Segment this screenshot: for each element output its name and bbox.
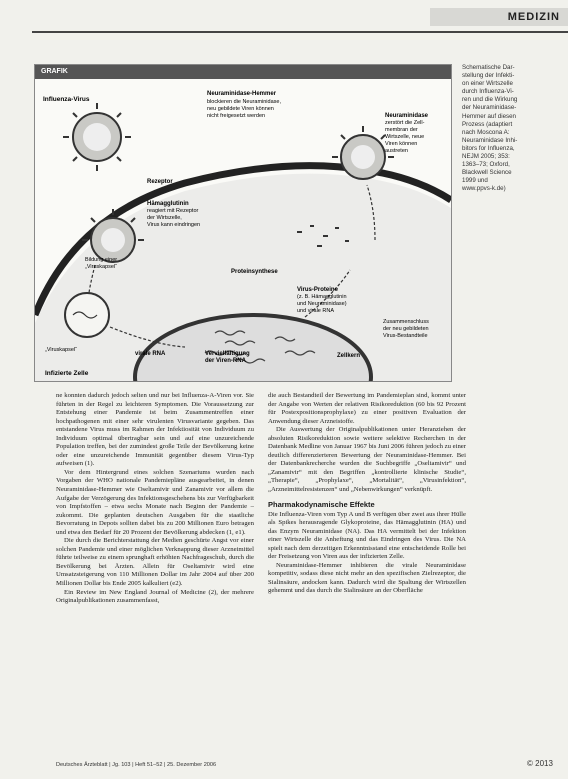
label-infizierte-zelle: Infizierte Zelle	[45, 370, 89, 377]
text-column-left	[56, 392, 254, 606]
svg-text:austreten: austreten	[385, 148, 408, 154]
svg-text:Virus kann eindringen: Virus kann eindringen	[147, 222, 201, 228]
paragraph: Vor dem Hintergrund eines solchen Szenariums wurden nach Vorgaben der WHO nationale Pandemiepläne ausgearbeitet, in denen Neuraminidase-Hemmer wie Oseltamivir und Zanamivir vor allem die Aufgabe der Verzögerung des Infektionsgeschehens bis zur Verfügbarkeit von Impfstoffen – etwa sechs Monate nach Beginn der Pandemie – zukommt. Die geplanten deutschen Ausgaben für die staatliche Bevorratung in Depots sollten dabei bis zu 200 Millionen Euro betragen und etwa den Bedarf für 20 Prozent der Bevölkerung abdecken (1, e1).	[56, 468, 254, 536]
figure-tab: GRAFIK	[35, 65, 451, 79]
section-label: MEDIZIN	[430, 8, 568, 26]
svg-text:„Viruskapsel“: „Viruskapsel“	[85, 264, 117, 270]
svg-text:der Viren-RNA: der Viren-RNA	[205, 358, 246, 364]
influenza-virus-1	[63, 103, 131, 171]
text-column-right	[268, 392, 466, 596]
svg-text:Virus-Bestandteile: Virus-Bestandteile	[383, 333, 428, 339]
label-virale-rna: virale RNA	[135, 351, 166, 357]
footer-citation: Deutsches Ärzteblatt | Jg. 103 | Heft 51–52 | 25. Dezember 2006	[56, 762, 217, 768]
header-rule	[32, 31, 568, 33]
label-zellkern: Zellkern	[337, 353, 361, 359]
label-proteinsynthese: Proteinsynthese	[231, 269, 278, 275]
infection-diagram	[35, 65, 451, 381]
section-heading: Pharmakodynamische Effekte	[268, 499, 375, 509]
svg-text:Virus-Proteine: Virus-Proteine	[297, 287, 338, 293]
label-neuraminidase	[385, 113, 429, 154]
svg-text:nicht freigesetzt werden: nicht freigesetzt werden	[207, 113, 266, 119]
svg-text:Neuraminidase: Neuraminidase	[385, 113, 429, 119]
svg-text:Bildung einer: Bildung einer	[85, 257, 118, 263]
paragraph: Neuraminidase-Hemmer inhibieren die virale Neuraminidase kompetitiv, sodass diese nicht mehr an den spezifischen Zielrezeptor, die Sialinsäure, andocken kann. Dadurch wird die Spaltung der Wirtszellen gehemmt und das durch die Sialinsäure an der Oberfläche	[268, 561, 466, 595]
paragraph: Die durch die Berichterstattung der Medien geschürte Angst vor einer solchen Pandemie und einer möglichen Verknappung dieser Arzneimittel führte teilweise zu einem sprunghaft erhöhten Nachfrageschub, durch die Bevölkerung bei Ärzten. Allein für Oseltamivir wird eine Umsatzsteigerung von 110 Millionen Dollar im Jahr 2004 auf über 200 Millionen Dollar bis Ende 2005 kalkuliert (e2).	[56, 537, 254, 588]
label-bildung	[85, 257, 117, 270]
svg-text:Hämagglutinin: Hämagglutinin	[147, 201, 189, 207]
svg-text:membran der: membran der	[385, 127, 418, 133]
figure-infection-diagram	[34, 64, 452, 382]
label-hemmer	[207, 91, 281, 119]
svg-text:reagiert mit Rezeptor: reagiert mit Rezeptor	[147, 208, 199, 214]
paragraph: Ein Review im New England Journal of Medicine (2), der mehrere Originalpublikationen zusammenfasst,	[56, 588, 254, 605]
label-viruskapsel: „Viruskapsel“	[45, 347, 77, 353]
svg-text:zerstört die Zell-: zerstört die Zell-	[385, 120, 425, 126]
paragraph: Die Auswertung der Originalpublikationen unter Heranziehen der absoluten Risikoreduktion sowie weitere selektive Recherchen in der Datenbank Medline von Januar 1967 bis Juni 2006 führen jedoch zu einer deutlich differenzierteren Bewertung der Neuraminidase-Hemmer. Bei der Datenbankrecherche wurden die Suchbegriffe „Oseltamivir“ und „Zanamivir“ mit den Begriffen „kontrollierte klinische Studie“, „Therapie“, „Prophylaxe“, „Mortalität“, „Virusinfektion“, „Arzneimittelresistenzen“ und „Nebenwirkungen“ verknüpft.	[268, 426, 466, 494]
label-zusammenschluss	[383, 319, 429, 339]
svg-text:neu gebildete Viren können: neu gebildete Viren können	[207, 106, 274, 112]
label-rezeptor: Rezeptor	[147, 179, 173, 185]
svg-text:(z. B. Hämagglutinin: (z. B. Hämagglutinin	[297, 294, 347, 300]
svg-text:Viren können: Viren können	[385, 141, 418, 147]
svg-text:Vervielfältigung: Vervielfältigung	[205, 351, 250, 357]
svg-text:Wirtszelle, neue: Wirtszelle, neue	[385, 134, 425, 140]
page-number: © 2013	[527, 759, 553, 768]
figure-caption: Schematische Dar- stellung der Infekti- on einer Wirtszelle durch Influenza-Vi- ren und die Wirkung der Neuraminidase- Hemmer auf diesen Prozess (adaptiert nach Moscona A: Neuraminidase Inhi- bitors for Influenza, NEJM 2005; 353: 1363–73; Oxford, Blackwell Science 1999 und www.ppvs-k.de)	[462, 64, 518, 193]
paragraph: ne konnten dadurch jedoch selten und nur bei Influenza-A-Viren vor. Sie führten in der Regel zu leichteren Symptomen. Die Voraussetzung zur Entstehung einer Pandemie ist beim Zusammentreffen einer hochpathogenen mit einer sehr virulenten Virusvariante gegeben. Das entstandene Virus muss im Rahmen der Infektiosität von Individuum zu Individuum optimal übertragbar sein und auf eine unzureichende Population treffen, bei der zumindest große Teile der Bevölkerung keine oder eine unzureichende Immunität gegenüber diesem Virus-Typ aufweisen (1).	[56, 392, 254, 468]
svg-text:blockieren die Neuraminidase,: blockieren die Neuraminidase,	[207, 99, 281, 105]
svg-text:der neu gebildeten: der neu gebildeten	[383, 326, 429, 332]
svg-text:Neuraminidase-Hemmer: Neuraminidase-Hemmer	[207, 91, 277, 97]
paragraph: die auch Bestandteil der Bewertung im Pandemieplan sind, kommt unter der Angabe von Werten der relativen Risikoreduktion (60 bis 92 Prozent für Postexpositionsprophylaxe) zu einer positiven Evaluation der Anwendung dieser Arzneistoffe.	[268, 392, 466, 425]
label-vervielfaeltigung	[205, 351, 250, 364]
svg-text:der Wirtszelle,: der Wirtszelle,	[147, 215, 182, 221]
viruskapsel-vesicle	[65, 293, 109, 337]
svg-text:und virale RNA: und virale RNA	[297, 308, 334, 314]
label-influenza-virus: Influenza-Virus	[43, 96, 90, 103]
paragraph: Die Influenza-Viren vom Typ A und B verfügen über zwei aus ihrer Hülle als Spikes herausragende Glykoproteine, das Hämagglutinin (HA) und das Enzym Neuraminidase (NA). Das HA vermittelt bei der Infektion einer Wirtszelle die Anheftung und das Eindringen des Virus. Die NA spielt nach dem derzeitigen Erkenntnisstand eine entscheidende Rolle bei der Freisetzung von Viren aus der infizierten Zelle.	[268, 510, 466, 561]
svg-text:und Neuraminidase): und Neuraminidase)	[297, 301, 347, 307]
svg-text:Zusammenschluss: Zusammenschluss	[383, 319, 429, 325]
